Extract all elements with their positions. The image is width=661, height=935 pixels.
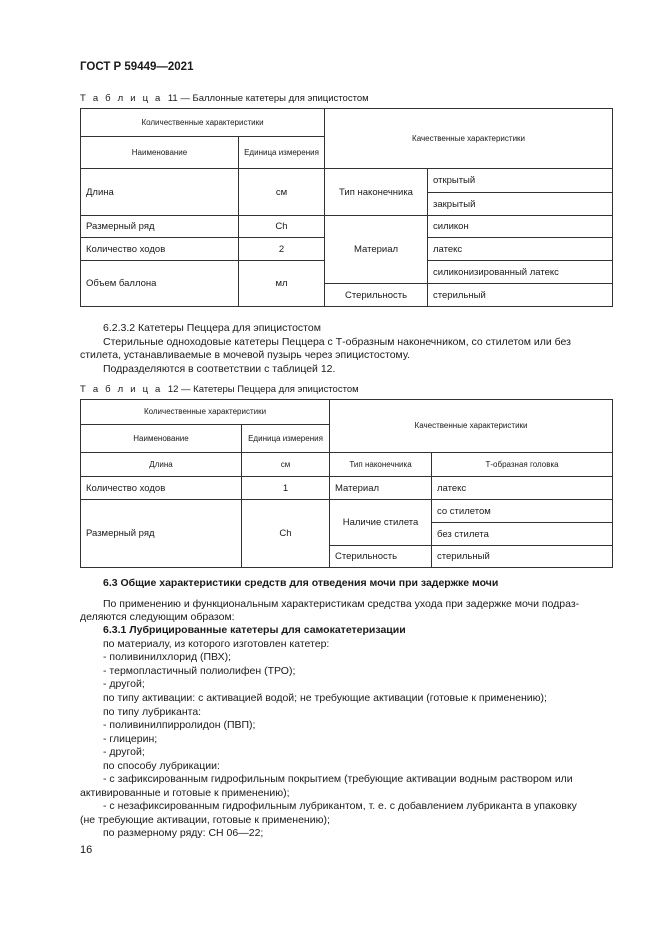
list-line: - с незафиксированным гидрофильным лубрикантом, т. е. с добавлением лубриканта в упаковку bbox=[103, 800, 577, 812]
t11-material-2: латекс bbox=[428, 238, 613, 261]
t12-name-header: Наименование bbox=[81, 425, 242, 453]
table-12-caption bbox=[80, 384, 359, 395]
t12-tip-label: Тип наконечника bbox=[330, 453, 432, 477]
t11-name-header: Наименование bbox=[81, 137, 239, 169]
table-11-caption-label: Т а б л и ц а bbox=[80, 93, 163, 104]
section-6-3-heading: 6.3 Общие характеристики средств для отведения мочи при задержке мочи bbox=[103, 577, 499, 589]
t11-sterility-value: стерильный bbox=[428, 284, 613, 307]
t11-ways-name: Количество ходов bbox=[81, 238, 239, 261]
t12-qual-header: Качественные характеристики bbox=[330, 400, 613, 453]
t12-material-value: латекс bbox=[432, 477, 613, 500]
list-line: - с зафиксированным гидрофильным покрытием (требующие активации водным раствором или bbox=[103, 773, 573, 785]
t11-material-label: Материал bbox=[325, 216, 428, 284]
t11-material-1: силикон bbox=[428, 216, 613, 238]
list-line: по материалу, из которого изготовлен катетер: bbox=[103, 638, 330, 650]
list-line: - глицерин; bbox=[103, 733, 158, 745]
t12-stylet-label: Наличие стилета bbox=[330, 500, 432, 546]
t11-size-name: Размерный ряд bbox=[81, 216, 239, 238]
t11-sterility-label: Стерильность bbox=[325, 284, 428, 307]
t12-stylet-with: со стилетом bbox=[432, 500, 613, 523]
t11-tip-open: открытый bbox=[428, 169, 613, 193]
list-line: по типу активации: с активацией водой; не требующие активации (готовые к применению); bbox=[103, 692, 547, 704]
t11-ways-unit: 2 bbox=[239, 238, 325, 261]
list-line: - поливинилхлорид (ПВХ); bbox=[103, 651, 232, 663]
t11-size-unit: Ch bbox=[239, 216, 325, 238]
t12-material-label: Материал bbox=[330, 477, 432, 500]
section-6-3-text-1: По применению и функциональным характеристикам средства ухода при задержке мочи подраз- bbox=[103, 598, 580, 610]
table-12-caption-label: Т а б л и ц а bbox=[80, 384, 163, 395]
section-6-3-1-heading: 6.3.1 Лубрицированные катетеры для самокатетеризации bbox=[103, 624, 406, 636]
page-number: 16 bbox=[80, 844, 93, 856]
section-6-2-3-2-heading: 6.2.3.2 Катетеры Пеццера для эпицистостом bbox=[103, 322, 321, 334]
table-12 bbox=[80, 399, 613, 568]
table-11-caption-text: 11 — Баллонные катетеры для эпицистостом bbox=[167, 93, 369, 104]
t12-quant-header: Количественные характеристики bbox=[81, 400, 330, 425]
t12-sterility-label: Стерильность bbox=[330, 546, 432, 568]
list-line: активированные и готовые к применению); bbox=[80, 787, 290, 799]
t11-length-unit: см bbox=[239, 169, 325, 216]
t12-sterility-value: стерильный bbox=[432, 546, 613, 568]
t12-unit-header: Единица измерения bbox=[242, 425, 330, 453]
t12-ways-unit: 1 bbox=[242, 477, 330, 500]
list-line: - другой; bbox=[103, 746, 145, 758]
t12-size-unit: Ch bbox=[242, 500, 330, 568]
t12-length-name: Длина bbox=[81, 453, 242, 477]
list-line: по размерному ряду: СН 06—22; bbox=[103, 827, 264, 839]
table-12-caption-text: 12 — Катетеры Пеццера для эпицистостом bbox=[167, 384, 359, 395]
list-line: (не требующие активации, готовые к применению); bbox=[80, 814, 330, 826]
t12-ways-name: Количество ходов bbox=[81, 477, 242, 500]
t12-stylet-without: без стилета bbox=[432, 523, 613, 546]
t11-quant-header: Количественные характеристики bbox=[81, 109, 325, 137]
t11-balloon-unit: мл bbox=[239, 261, 325, 307]
t11-tip-label: Тип наконечника bbox=[325, 169, 428, 216]
t11-material-3: силиконизированный латекс bbox=[428, 261, 613, 284]
section-6-2-3-2-text-2: стилета, устанавливаемые в мочевой пузырь через эпицистостому. bbox=[80, 349, 410, 361]
t12-size-name: Размерный ряд bbox=[81, 500, 242, 568]
list-line: - другой; bbox=[103, 678, 145, 690]
table-11-caption bbox=[80, 93, 369, 104]
t11-tip-closed: закрытый bbox=[428, 193, 613, 216]
t12-length-unit: см bbox=[242, 453, 330, 477]
list-line: по способу лубрикации: bbox=[103, 760, 220, 772]
t11-balloon-name: Объем баллона bbox=[81, 261, 239, 307]
t11-length-name: Длина bbox=[81, 169, 239, 216]
document-header: ГОСТ Р 59449—2021 bbox=[80, 61, 194, 73]
list-line: - термопластичный полиолифен (ТРО); bbox=[103, 665, 296, 677]
section-6-2-3-2-text-3: Подразделяются в соответствии с таблицей 12. bbox=[103, 363, 336, 375]
list-line: по типу лубриканта: bbox=[103, 706, 202, 718]
t12-tip-value: Т-образная головка bbox=[432, 453, 613, 477]
t11-unit-header: Единица измерения bbox=[239, 137, 325, 169]
t11-qual-header: Качественные характеристики bbox=[325, 109, 613, 169]
section-6-2-3-2-text-1: Стерильные одноходовые катетеры Пеццера с Т-образным наконечником, со стилетом или без bbox=[103, 336, 571, 348]
list-line: - поливинилпирролидон (ПВП); bbox=[103, 719, 256, 731]
table-11 bbox=[80, 108, 613, 307]
section-6-3-text-2: деляются следующим образом: bbox=[80, 611, 235, 623]
